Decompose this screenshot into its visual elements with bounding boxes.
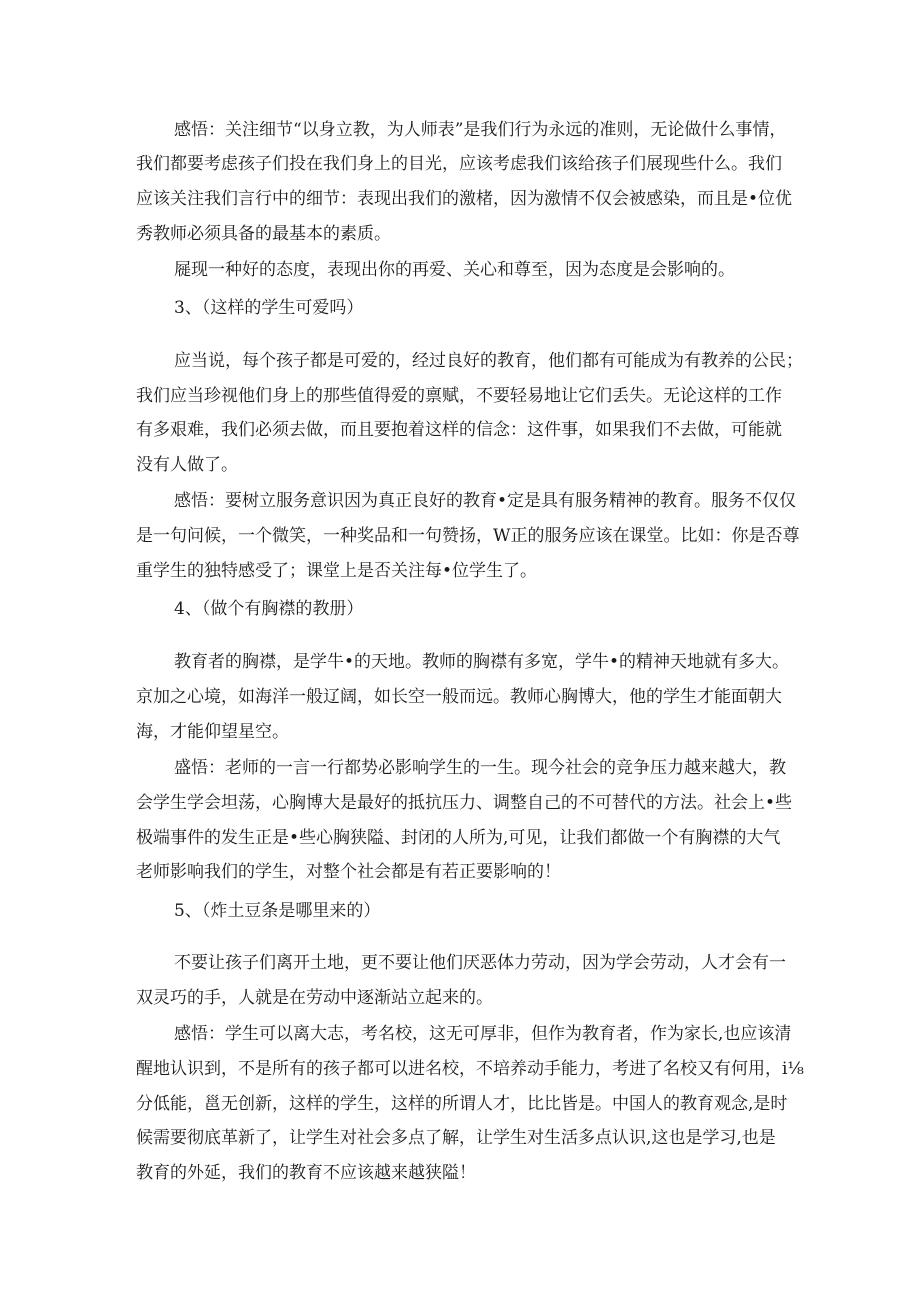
paragraph-line: 重学生的独特感受了；课堂上是否关注每•位学生了。: [136, 561, 538, 581]
paragraph-line: 双灵巧的手，人就是在劳动中逐渐站立起来的。: [136, 988, 493, 1008]
paragraph-line: 我们应当珍视他们身上的那些值得爱的禀赋，不要轻易地让它们丢失。无论这样的工作: [136, 386, 782, 406]
paragraph-line: 京加之心境，如海洋一般辽阔，如长空一般而远。教师心胸博大，他的学生才能面朝大: [136, 687, 782, 707]
paragraph-line: 醒地认识到，不是所有的孩子都可以进名校，不培养动手能力，考进了名校又有何用，i⅛: [136, 1059, 804, 1079]
paragraph-line: 应当说，每个孩子都是可爱的，经过良好的教育，他们都有可能成为有教养的公民；: [174, 351, 803, 371]
paragraph-line: 老师影响我们的学生，对整个社会都是有若正要影响的！: [136, 862, 561, 882]
section-heading: 4、（做个有胸襟的教册）: [174, 599, 364, 619]
paragraph-line: 会学生学会坦荡，心胸博大是最好的抵抗压力、调整自己的不可替代的方法。社会上•些: [136, 793, 793, 813]
paragraph-line: 我们都要考虑孩子们投在我们身上的目光，应该考虑我们该给孩子们展现些什么。我们: [136, 154, 782, 174]
paragraph-line: 屣现一种好的态度，表现出你的再爱、关心和尊至，因为态度是会影响的。: [174, 260, 735, 280]
paragraph-line: 教育者的胸襟，是学牛•的天地。教师的胸襟有多宽，学牛•的精神天地就有多大。: [174, 652, 790, 672]
paragraph-line: 不要让孩子们离开土地，更不要让他们厌恶体力劳动，因为学会劳动，人才会有一: [174, 953, 786, 973]
paragraph-line: 海，才能仰望星空。: [136, 722, 289, 742]
paragraph-line: 秀教师必须具备的最基本的素质。: [136, 224, 391, 244]
paragraph-line: 候需要彻底革新了，让学生对社会多点了解，让学生对生活多点认识,这也是学习,也是: [136, 1128, 776, 1148]
paragraph-line: 感悟：关注细节“以身立教，为人师表”是我们行为永远的准则，无论做什么事情，: [174, 120, 787, 140]
paragraph-line: 感悟：要树立服务意识因为真正良好的教育•定是具有服务精神的教育。服务不仅仅: [174, 491, 797, 511]
paragraph-line: 有多艰难，我们必须去做，而且要抱着这样的信念：这件事，如果我们不去做，可能就: [136, 420, 782, 440]
section-heading: 5、（炸土豆条是哪里来的）: [174, 901, 381, 921]
paragraph-line: 没有人做了。: [136, 455, 238, 475]
paragraph-line: 教育的外延，我们的教育不应该越来越狭隘！: [136, 1163, 476, 1183]
section-heading: 3、（这样的学生可爱吗）: [174, 298, 364, 318]
paragraph-line: 是一句问候，一个微笑，一种奖品和一句赞扬，W正的服务应该在课堂。比如：你是否尊: [136, 526, 800, 546]
paragraph-line: 分低能，邕无创新，这样的学生，这样的所谓人才，比比皆是。中国人的教育观念,是时: [136, 1094, 788, 1114]
paragraph-line: 感悟：学生可以离大志，考名校，这无可厚非，但作为教育者，作为家长,也应该清: [174, 1024, 792, 1044]
paragraph-line: 应该关注我们言行中的细节：表现出我们的激楮，因为激情不仅会被感染，而且是•位优: [136, 189, 793, 209]
paragraph-line: 盛悟：老师的一言一行都势必影响学生的一生。现今社会的竞争压力越来越大，教: [174, 758, 786, 778]
paragraph-line: 极端事件的发生正是•些心胸狭隘、封闭的人所为,可见，让我们都做一个有胸襟的大气: [136, 828, 781, 848]
